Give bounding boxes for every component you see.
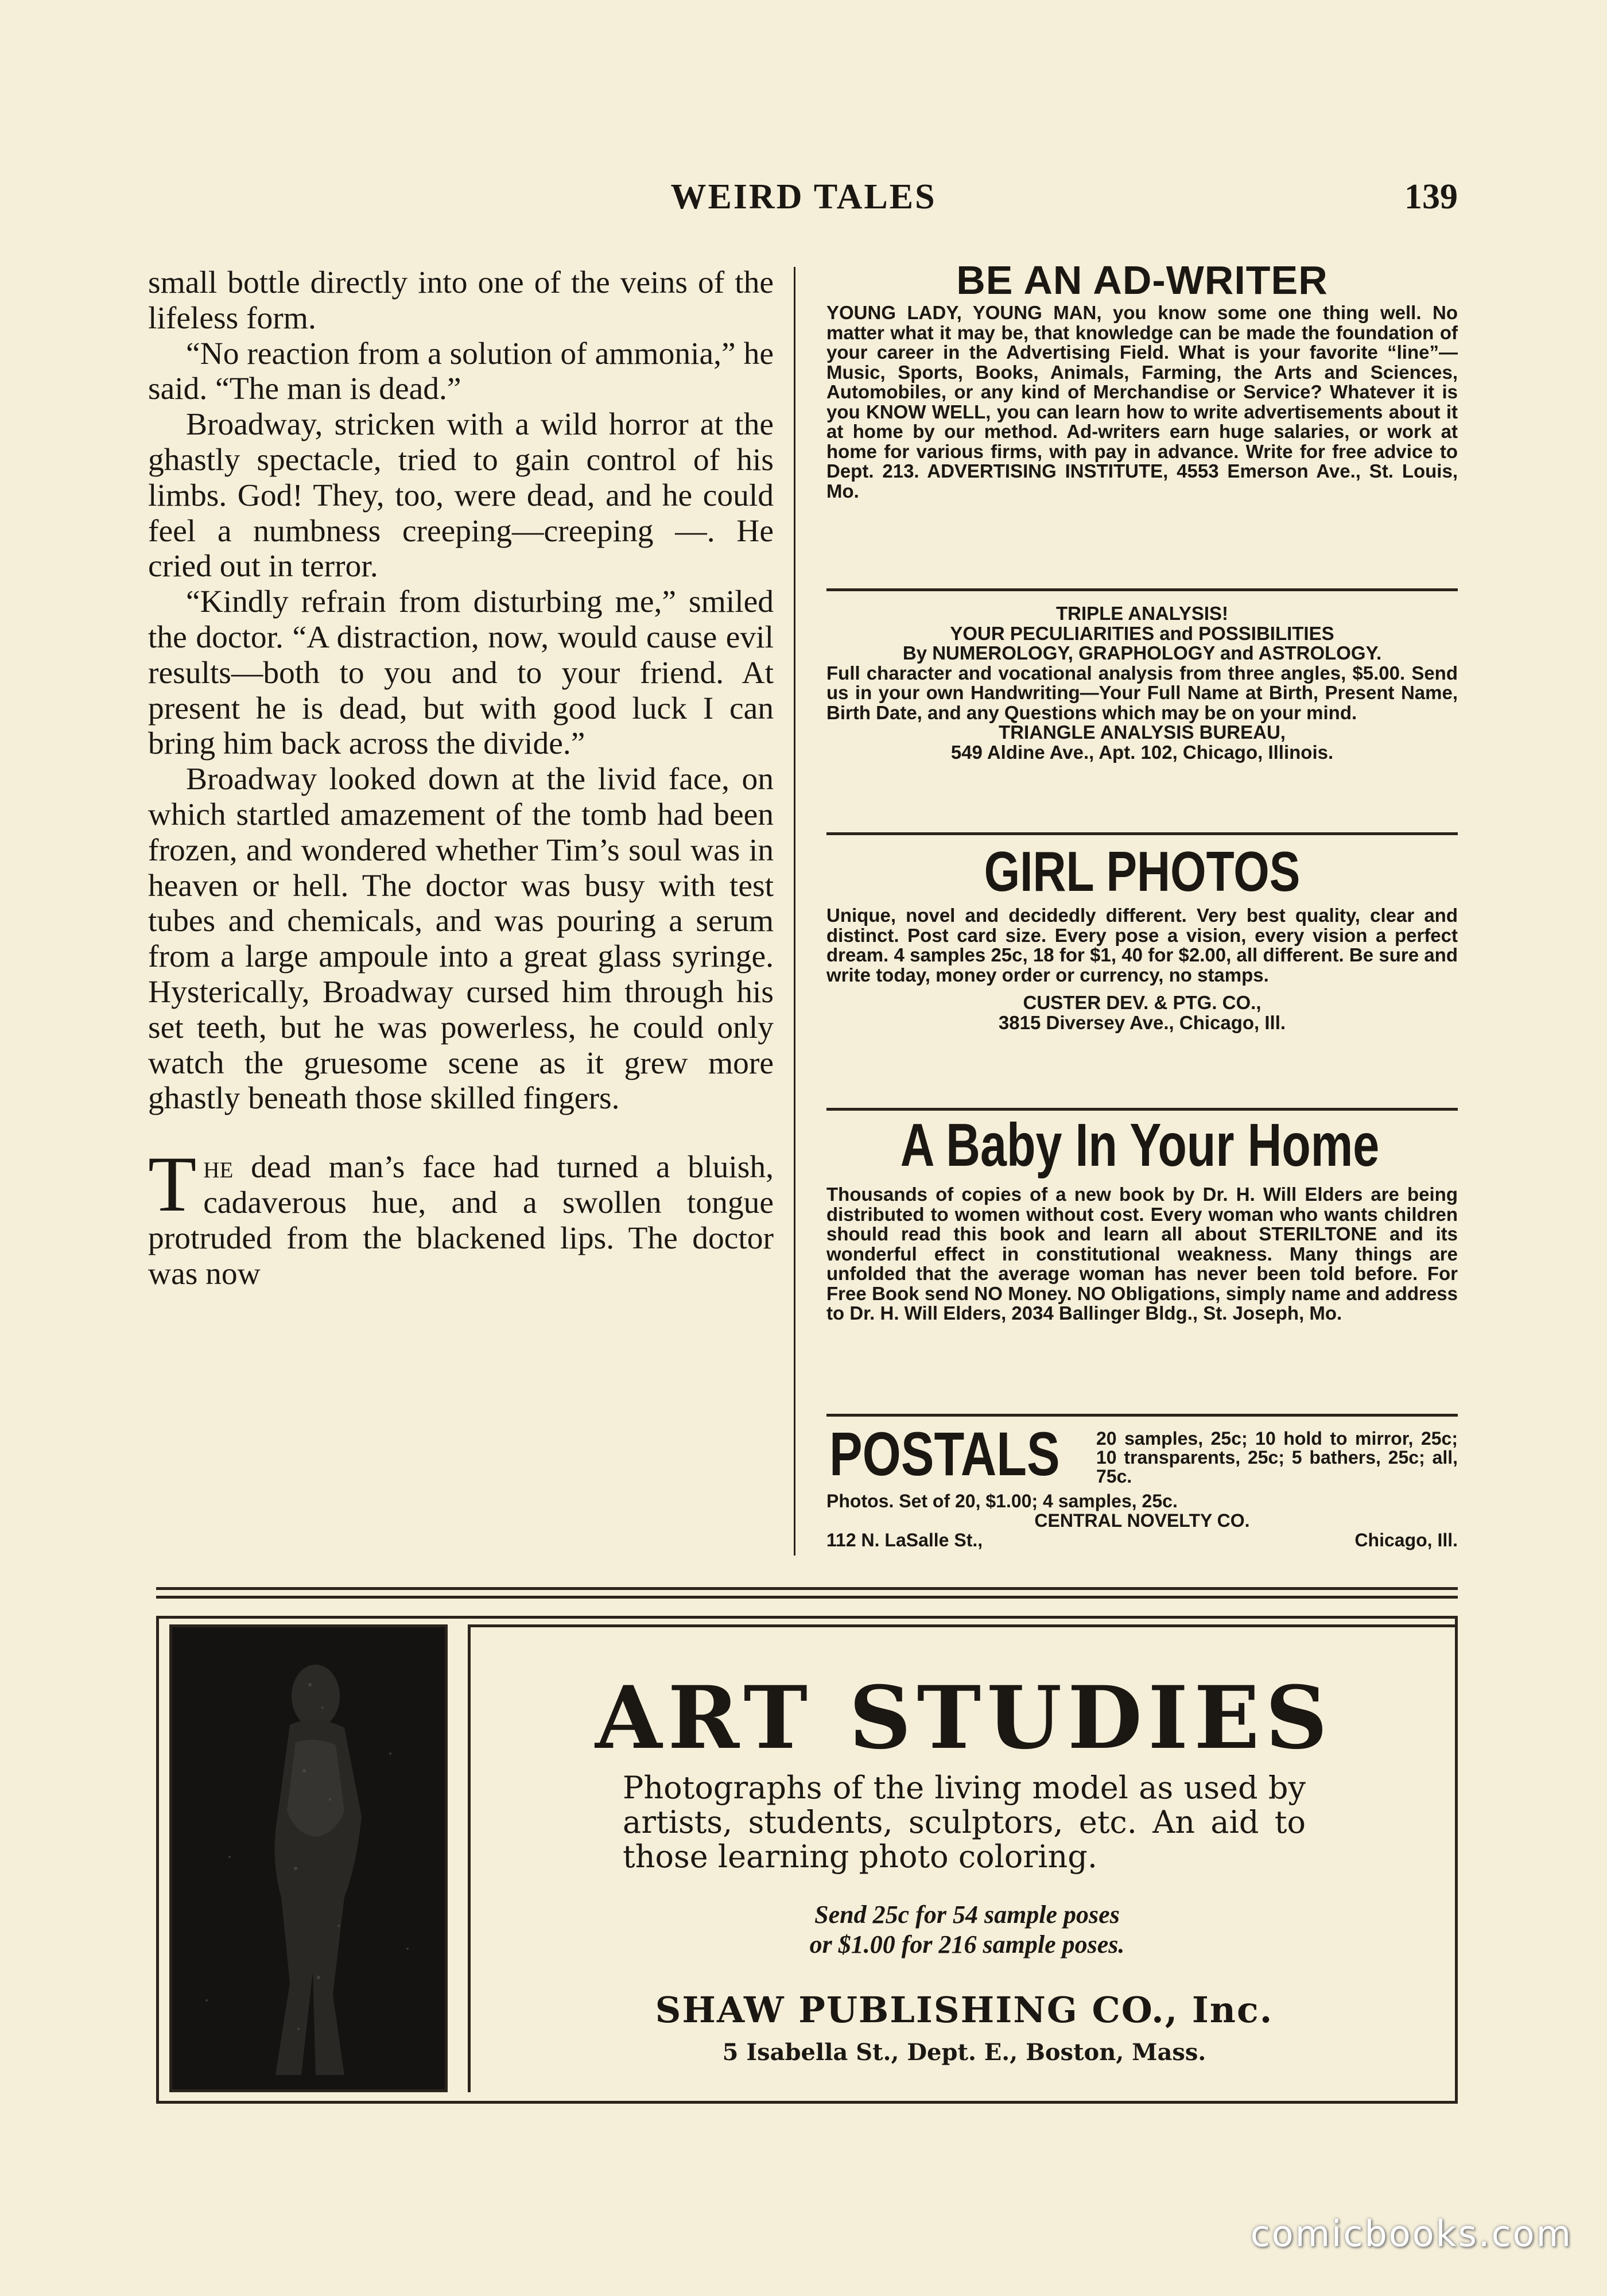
- ad-body: Photos. Set of 20, $1.00; 4 samples, 25c.: [826, 1491, 1178, 1511]
- ad-divider: [826, 1414, 1458, 1417]
- column-divider: [794, 267, 795, 1556]
- ad-headline: BE AN AD-WRITER: [956, 258, 1328, 302]
- ad-body: Unique, novel and decidedly different. Very best quality, clear and distinct. Post card size. Every pose a vision, every vision a perfect dream. 4 samples 25c, 18 for $1, 40 for $2.00, all different. Be sure and write today, money order or currency, no stamps.: [826, 905, 1458, 986]
- ad-offer-line: or $1.00 for 216 sample poses.: [809, 1930, 1125, 1958]
- ad-company: CENTRAL NOVELTY CO.: [1034, 1510, 1250, 1531]
- ad-company: SHAW PUBLISHING CO., Inc.: [655, 1989, 1274, 2031]
- baby-advertisement: [826, 1111, 1458, 1324]
- ad-headline: A Baby In Your Home: [900, 1111, 1380, 1179]
- story-paragraph: Broadway, stricken with a wild horror at the ghastly spectacle, tried to gain control of his limbs. God! They, too, were dead, and he could feel a numbness creeping—creeping —. He cried out in terror.: [148, 407, 774, 584]
- ad-headline: TRIPLE ANALYSIS!: [1055, 603, 1229, 624]
- ad-divider: [826, 1108, 1458, 1111]
- ad-city: Chicago, Ill.: [1354, 1530, 1458, 1550]
- girl-photos-advertisement: [826, 840, 1458, 1033]
- page-divider: [156, 1587, 1458, 1590]
- ad-address: [826, 1530, 1458, 1550]
- ad-address: 5 Isabella St., Dept. E., Boston, Mass.: [722, 2039, 1206, 2066]
- ad-company: TRIANGLE ANALYSIS BUREAU,: [999, 722, 1286, 743]
- ad-body: Thousands of copies of a new book by Dr. H. Will Elders are being distributed to women without cost. Every woman who wants children should read this book and learn all about STERILTONE and its wonderful effect in constitutional weakness. Many things are unfolded that the average woman has never been told before. For Free Book send NO Money. NO Obligations, simply name and address to Dr. H. Will Elders, 2034 Ballinger Bldg., St. Joseph, Mo.: [826, 1184, 1458, 1324]
- box-divider: [471, 1624, 1458, 1627]
- ad-writer-advertisement: [826, 259, 1458, 501]
- ad-body: Full character and vocational analysis from three angles, $5.00. Send us in your own Handwriting—Your Full Name at Birth, Present Name, Birth Date, and any Questions which may be on your mind.: [826, 662, 1458, 723]
- story-text: dead man’s face had turned a bluish, cadaverous hue, and a swollen tongue protruded from the blackened lips. The doctor was now: [148, 1150, 774, 1292]
- ad-body: YOUNG LADY, YOUNG MAN, you know some one thing well. No matter what it may be, that knowledge can be made the foundation of your career in the Advertising Field. What is your favorite “line”—Music, Sports, Books, Animals, Farming, the Arts and Sciences, Automobiles, or any kind of Merchandise or Service? Whatever it is you KNOW WELL, you can learn how to write advertisements about it at home by our method. Ad-writers earn huge salaries, or work at home for various firms, with pay in advance. Write for free advice to Dept. 213. ADVERTISING INSTITUTE, 4553 Emerson Ave., St. Louis, Mo.: [826, 302, 1458, 502]
- ad-headline: GIRL PHOTOS: [984, 840, 1301, 903]
- ad-headline: POSTALS: [829, 1419, 1060, 1488]
- running-title: WEIRD TALES: [670, 177, 937, 216]
- triple-analysis-advertisement: [826, 604, 1458, 762]
- story-paragraph: small bottle directly into one of the veins of the lifeless form.: [148, 265, 774, 336]
- page-divider: [156, 1596, 1458, 1599]
- postals-side-text: 20 samples, 25c; 10 hold to mirror, 25c; 10 transparents, 25c; 5 bathers, 25c; all, 75c.: [1096, 1428, 1458, 1487]
- drop-cap: T: [148, 1140, 197, 1228]
- page-number: 139: [1404, 177, 1458, 216]
- postals-headline-wrap: [829, 1419, 1117, 1488]
- small-caps-lead: he: [203, 1150, 234, 1185]
- ad-street: 112 N. LaSalle St.,: [826, 1530, 983, 1550]
- ad-subhead: By NUMEROLOGY, GRAPHOLOGY and ASTROLOGY.: [902, 642, 1382, 664]
- ad-divider: [826, 588, 1458, 591]
- model-photo: [169, 1624, 448, 2092]
- story-paragraph: “No reaction from a solution of ammonia,” he said. “The man is dead.”: [148, 336, 774, 407]
- postals-advertisement: [826, 1491, 1458, 1550]
- story-paragraph: “Kindly refrain from disturbing me,” smiled the doctor. “A distraction, now, would cause evil results—both to you and to your friend. At present he is dead, but with good luck I can bring him back across the divide.”: [148, 584, 774, 762]
- story-paragraph: Broadway looked down at the livid face, on which startled amazement of the tomb had been frozen, and wondered whether Tim’s soul was in heaven or hell. The doctor was busy with test tubes and chemicals, and was pouring a serum from a large ampoule into a great glass syringe. Hysterically, Broadway cursed him through his set teeth, but he was powerless, he could only watch the gruesome scene as it grew more ghastly beneath those skilled fingers.: [148, 762, 774, 1116]
- ad-divider: [826, 832, 1458, 835]
- watermark: comicbooks.com: [1250, 2213, 1573, 2255]
- ad-address: 3815 Diversey Ave., Chicago, Ill.: [998, 1011, 1286, 1033]
- ad-address: 549 Aldine Ave., Apt. 102, Chicago, Illinois.: [950, 741, 1334, 763]
- ad-subhead: YOUR PECULIARITIES and POSSIBILITIES: [950, 622, 1334, 644]
- ad-headline: ART STUDIES: [595, 1667, 1333, 1768]
- model-figure-image: [172, 1627, 445, 2089]
- ad-offer: [574, 1900, 1360, 1960]
- ad-body: Photographs of the living model as used by artists, students, sculptors, etc. An aid to those learning photo coloring.: [623, 1770, 1306, 1875]
- ad-offer-line: Send 25c for 54 sample poses: [814, 1901, 1120, 1929]
- story-column: [148, 265, 774, 1292]
- ad-company: CUSTER DEV. & PTG. CO.,: [1023, 992, 1261, 1013]
- story-paragraph: [148, 1140, 774, 1292]
